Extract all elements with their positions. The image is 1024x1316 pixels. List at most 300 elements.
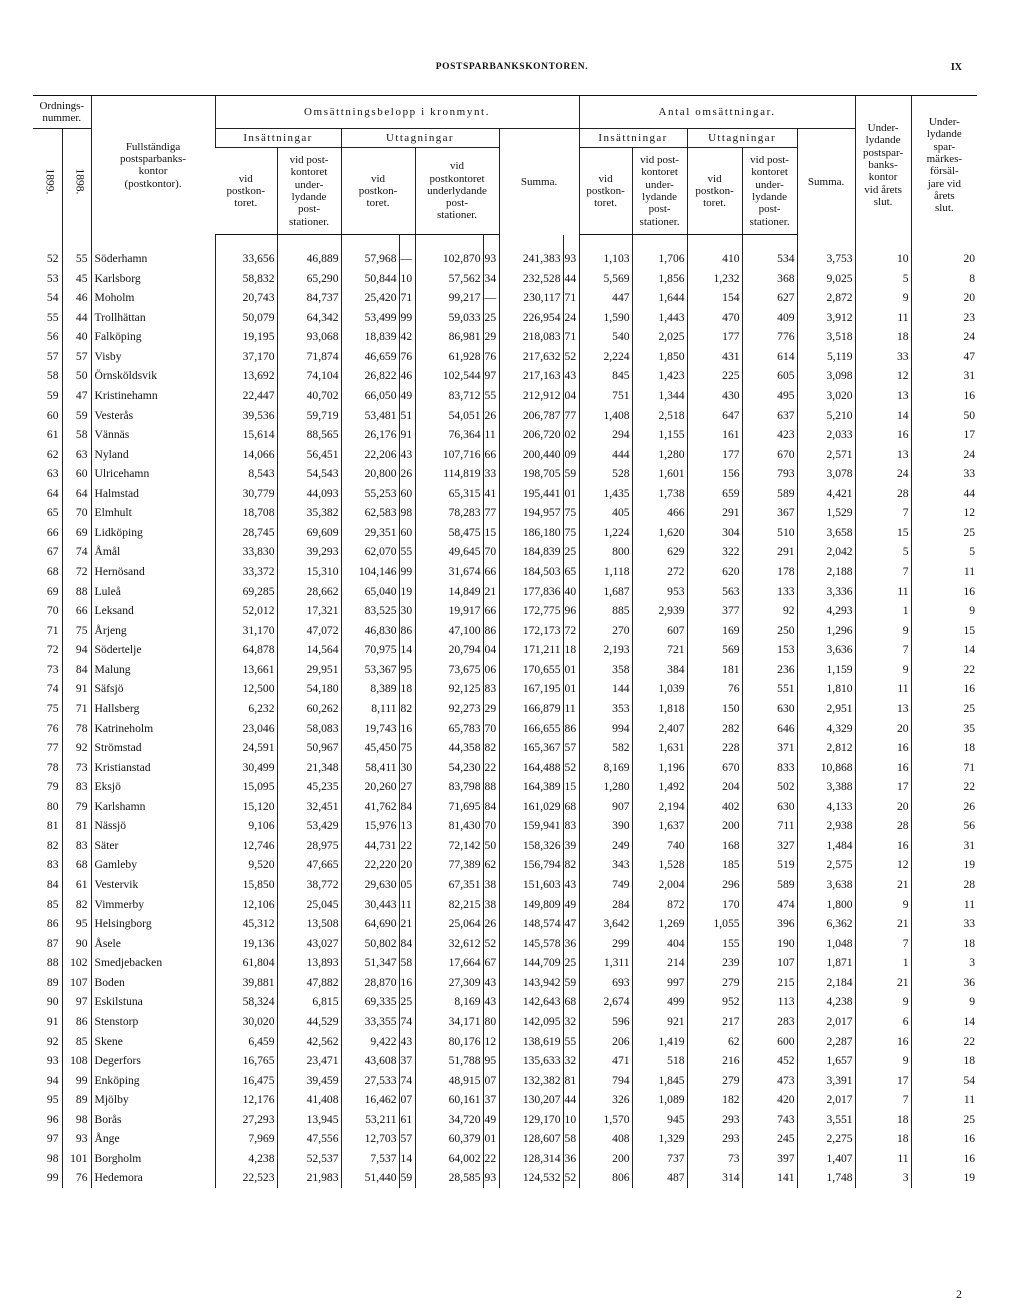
amount-ut-underlydande-ore: 97 <box>483 366 499 386</box>
amount-ins-postkontor: 19,136 <box>215 934 277 954</box>
amount-ut-postkontor-ore: 84 <box>399 934 415 954</box>
amount-ut-underlydande-ore: 83 <box>483 679 499 699</box>
underlydande-forsaljare: 16 <box>911 679 977 699</box>
count-ut-postkontor: 296 <box>687 875 742 895</box>
amount-ut-underlydande-kronor: 54,230 <box>415 758 483 778</box>
number-1898: 64 <box>62 484 91 504</box>
amount-summa-ore: 36 <box>563 1149 579 1169</box>
count-ut-underlydande: 452 <box>742 1051 797 1071</box>
number-1898: 95 <box>62 914 91 934</box>
amount-ut-postkontor-ore: 25 <box>399 992 415 1012</box>
number-1899: 81 <box>46 819 59 833</box>
amount-ut-postkontor-kronor: 22,206 <box>341 445 399 465</box>
amount-ut-underlydande-ore: 76 <box>483 347 499 367</box>
count-ins-underlydande: 2,004 <box>632 875 687 895</box>
underlydande-kontor: 16 <box>855 836 911 856</box>
amount-ut-postkontor-kronor: 25,420 <box>341 288 399 308</box>
number-1898: 55 <box>62 235 91 269</box>
count-ut-underlydande: 283 <box>742 1012 797 1032</box>
amount-ins-underlydande: 47,072 <box>277 621 341 641</box>
table-row <box>33 582 977 602</box>
amount-ut-postkontor-kronor: 26,822 <box>341 366 399 386</box>
count-summa: 3,658 <box>797 523 855 543</box>
underlydande-forsaljare: 25 <box>911 699 977 719</box>
amount-ut-underlydande-kronor: 65,783 <box>415 719 483 739</box>
underlydande-forsaljare: 16 <box>911 582 977 602</box>
count-summa: 2,188 <box>797 562 855 582</box>
underlydande-kontor: 16 <box>855 758 911 778</box>
count-ins-underlydande: 2,518 <box>632 406 687 426</box>
number-1899: 68 <box>46 565 59 578</box>
count-summa: 3,518 <box>797 327 855 347</box>
count-ut-postkontor: 181 <box>687 660 742 680</box>
number-1898: 70 <box>62 503 91 523</box>
count-ins-postkontor: 2,224 <box>579 347 632 367</box>
amount-ut-underlydande-kronor: 92,273 <box>415 699 483 719</box>
count-ut-postkontor: 279 <box>687 1071 742 1091</box>
count-ut-postkontor: 659 <box>687 484 742 504</box>
amount-ut-postkontor-kronor: 28,870 <box>341 973 399 993</box>
table-row <box>33 973 977 993</box>
office-name: Elmhult <box>91 503 215 523</box>
amount-ins-postkontor: 20,743 <box>215 288 277 308</box>
count-ut-postkontor: 239 <box>687 953 742 973</box>
count-ut-underlydande: 113 <box>742 992 797 1012</box>
amount-summa-ore: 25 <box>563 542 579 562</box>
count-summa: 2,812 <box>797 738 855 758</box>
underlydande-forsaljare: 14 <box>911 1012 977 1032</box>
count-ins-postkontor: 2,193 <box>579 640 632 660</box>
amount-ut-underlydande-ore: 86 <box>483 621 499 641</box>
table-row <box>33 914 977 934</box>
count-ut-underlydande: 397 <box>742 1149 797 1169</box>
amount-ut-postkontor-ore: 30 <box>399 601 415 621</box>
amount-insattningar-header: Insättningar <box>215 129 341 148</box>
underlydande-forsaljare: 35 <box>911 719 977 739</box>
underlydande-kontor: 11 <box>855 308 911 328</box>
number-1899: 58 <box>46 369 59 383</box>
amount-ut-underlydande-kronor: 48,915 <box>415 1071 483 1091</box>
underlydande-kontor: 20 <box>855 719 911 739</box>
amount-summa-ore: 55 <box>563 1032 579 1052</box>
number-1898: 74 <box>62 542 91 562</box>
number-1899: 53 <box>46 271 59 285</box>
amount-summa-ore: 43 <box>563 366 579 386</box>
amount-summa-header: Summa. <box>499 129 579 235</box>
count-summa: 2,042 <box>797 542 855 562</box>
amount-summa-ore: 11 <box>563 699 579 719</box>
amount-ut-postkontor-ore: 49 <box>399 386 415 406</box>
number-1898: 90 <box>62 934 91 954</box>
amount-ins-postkontor: 30,779 <box>215 484 277 504</box>
count-ut-underlydande: 396 <box>742 914 797 934</box>
amount-ut-postkontor-ore: 18 <box>399 679 415 699</box>
count-ut-postkontor: 177 <box>687 445 742 465</box>
count-summa: 4,238 <box>797 992 855 1012</box>
amount-summa-ore: 77 <box>563 406 579 426</box>
count-ins-postkontor: 596 <box>579 1012 632 1032</box>
amount-ins-underlydande: 47,665 <box>277 855 341 875</box>
count-uttagningar-header: Uttagningar <box>687 129 797 148</box>
underlydande-forsaljare: 50 <box>911 406 977 426</box>
amount-ins-underlydande: 44,093 <box>277 484 341 504</box>
amount-summa-kronor: 138,619 <box>499 1032 563 1052</box>
amount-ut-underlydande-ore: 38 <box>483 895 499 915</box>
underlydande-kontor: 12 <box>855 855 911 875</box>
count-ins-postkontor: 994 <box>579 719 632 739</box>
amount-ut-postkontor-ore: 76 <box>399 347 415 367</box>
underlydande-forsaljare: 47 <box>911 347 977 367</box>
amount-summa-kronor: 132,382 <box>499 1071 563 1091</box>
amount-ins-postkontor: 28,745 <box>215 523 277 543</box>
table-row <box>33 679 977 699</box>
table-row <box>33 1012 977 1032</box>
office-name: Moholm <box>91 288 215 308</box>
amount-ut-underlydande-ore: 11 <box>483 425 499 445</box>
count-ins-underlydande: 1,601 <box>632 464 687 484</box>
amount-ut-postkontor-kronor: 51,347 <box>341 953 399 973</box>
amount-ut-postkontor-kronor: 30,443 <box>341 895 399 915</box>
amount-ut-postkontor-kronor: 26,176 <box>341 425 399 445</box>
underlydande-kontor: 7 <box>855 1090 911 1110</box>
number-1899: 72 <box>46 643 59 657</box>
underlydande-kontor: 18 <box>855 1129 911 1149</box>
count-ins-postkontor: 1,687 <box>579 582 632 602</box>
office-name: Borgholm <box>91 1149 215 1169</box>
count-ins-underlydande: 1,196 <box>632 758 687 778</box>
office-name: Hedemora <box>91 1168 215 1188</box>
number-1898: 45 <box>62 269 91 289</box>
underlydande-kontor: 28 <box>855 484 911 504</box>
amount-ut-postkontor-kronor: 46,659 <box>341 347 399 367</box>
count-ut-underlydande: 519 <box>742 855 797 875</box>
amount-ins-postkontor: 37,170 <box>215 347 277 367</box>
underlydande-kontor: 7 <box>855 562 911 582</box>
amount-ut-underlydande-kronor: 72,142 <box>415 836 483 856</box>
table-row <box>33 386 977 406</box>
office-name: Ånge <box>91 1129 215 1149</box>
amount-ut-postkontor-kronor: 12,703 <box>341 1129 399 1149</box>
count-ins-postkontor: 751 <box>579 386 632 406</box>
number-1898: 73 <box>62 758 91 778</box>
number-1899: 79 <box>46 780 59 794</box>
count-ut-underlydande: 178 <box>742 562 797 582</box>
underlydande-forsaljare: 24 <box>911 445 977 465</box>
amount-summa-kronor: 143,942 <box>499 973 563 993</box>
amount-ut-underlydande-ore: — <box>483 288 499 308</box>
count-ut-underlydande: 92 <box>742 601 797 621</box>
amount-ut-postkontor-ore: 22 <box>399 836 415 856</box>
amount-summa-kronor: 164,389 <box>499 777 563 797</box>
count-ut-underlydande: 646 <box>742 719 797 739</box>
amount-ut-postkontor-kronor: 9,422 <box>341 1032 399 1052</box>
amount-summa-ore: 02 <box>563 425 579 445</box>
number-1898: 91 <box>62 679 91 699</box>
underlydande-kontor: 13 <box>855 445 911 465</box>
count-ut-postkontor: 156 <box>687 464 742 484</box>
number-1899: 80 <box>46 799 59 813</box>
amount-ut-underlydande-kronor: 31,674 <box>415 562 483 582</box>
amount-summa-ore: 44 <box>563 1090 579 1110</box>
underlydande-kontor: 33 <box>855 347 911 367</box>
amount-summa-kronor: 177,836 <box>499 582 563 602</box>
amount-ut-underlydande-ore: 93 <box>483 235 499 269</box>
count-ut-underlydande: 107 <box>742 953 797 973</box>
running-head <box>0 62 1024 78</box>
amount-ins-underlydande: 64,342 <box>277 308 341 328</box>
count-summa: 3,551 <box>797 1110 855 1130</box>
count-ins-postkontor: 5,569 <box>579 269 632 289</box>
amount-summa-kronor: 195,441 <box>499 484 563 504</box>
amount-ut-postkontor-ore: 51 <box>399 406 415 426</box>
count-ut-postkontor: 177 <box>687 327 742 347</box>
office-name: Katrineholm <box>91 719 215 739</box>
office-name: Falköping <box>91 327 215 347</box>
count-summa: 1,748 <box>797 1168 855 1188</box>
table-row <box>33 992 977 1012</box>
office-name: Karlshamn <box>91 797 215 817</box>
office-name: Söderhamn <box>91 235 215 269</box>
amount-summa-kronor: 166,879 <box>499 699 563 719</box>
amount-ut-underlydande-kronor: 19,917 <box>415 601 483 621</box>
amount-summa-kronor: 130,207 <box>499 1090 563 1110</box>
count-ut-postkontor: 182 <box>687 1090 742 1110</box>
office-name: Luleå <box>91 582 215 602</box>
count-ut-postkontor: 1,232 <box>687 269 742 289</box>
count-ut-underlydande: 711 <box>742 816 797 836</box>
amount-uttagningar-header: Uttagningar <box>341 129 499 148</box>
count-ut-pk-header: vid postkon- toret. <box>687 148 742 235</box>
count-ins-underlydande: 214 <box>632 953 687 973</box>
count-ut-underlydande: 409 <box>742 308 797 328</box>
table-row <box>33 797 977 817</box>
amount-ins-postkontor: 27,293 <box>215 1110 277 1130</box>
count-ins-underlydande: 466 <box>632 503 687 523</box>
number-1899: 88 <box>46 956 59 970</box>
number-1899: 98 <box>46 1151 59 1165</box>
count-summa: 4,329 <box>797 719 855 739</box>
amount-ins-underlydande: 39,293 <box>277 542 341 562</box>
count-ut-postkontor: 170 <box>687 895 742 915</box>
amount-ins-underlydande: 21,348 <box>277 758 341 778</box>
number-1898: 84 <box>62 660 91 680</box>
amount-ins-underlydande: 59,719 <box>277 406 341 426</box>
count-ins-postkontor: 885 <box>579 601 632 621</box>
amount-ut-underlydande-kronor: 82,215 <box>415 895 483 915</box>
count-ins-underlydande: 1,155 <box>632 425 687 445</box>
number-1899: 85 <box>46 897 59 911</box>
amount-ut-underlydande-ore: 55 <box>483 386 499 406</box>
amount-summa-ore: 81 <box>563 1071 579 1091</box>
underlydande-forsaljare: 33 <box>911 914 977 934</box>
number-1899: 56 <box>46 330 59 344</box>
number-1899: 54 <box>46 291 59 305</box>
amount-ut-underlydande-kronor: 17,664 <box>415 953 483 973</box>
amount-ins-postkontor: 58,832 <box>215 269 277 289</box>
amount-ut-underlydande-ore: 84 <box>483 797 499 817</box>
amount-ut-underlydande-ore: 22 <box>483 1149 499 1169</box>
amount-ins-underlydande: 54,180 <box>277 679 341 699</box>
underlydande-forsaljare: 16 <box>911 1129 977 1149</box>
count-summa: 2,017 <box>797 1090 855 1110</box>
count-ins-postkontor: 284 <box>579 895 632 915</box>
amount-summa-kronor: 129,170 <box>499 1110 563 1130</box>
underlydande-kontor-header: Under- lydande postspar- banks- kontor vid årets slut. <box>855 96 911 235</box>
count-ut-postkontor: 200 <box>687 816 742 836</box>
amount-summa-kronor: 170,655 <box>499 660 563 680</box>
table-row <box>33 601 977 621</box>
number-1899: 69 <box>46 584 59 598</box>
number-1899: 60 <box>46 408 59 422</box>
number-1899: 99 <box>46 1171 59 1185</box>
underlydande-forsaljare: 22 <box>911 777 977 797</box>
amount-ut-underlydande-ore: 22 <box>483 758 499 778</box>
number-1899: 66 <box>46 525 59 539</box>
number-1898: 61 <box>62 875 91 895</box>
amount-ins-postkontor: 23,046 <box>215 719 277 739</box>
office-name: Helsingborg <box>91 914 215 934</box>
office-name: Nyland <box>91 445 215 465</box>
amount-ut-underlydande-ore: 26 <box>483 914 499 934</box>
amount-summa-kronor: 128,607 <box>499 1129 563 1149</box>
count-ut-postkontor: 647 <box>687 406 742 426</box>
count-ut-postkontor: 155 <box>687 934 742 954</box>
amount-ins-underlydande: 50,967 <box>277 738 341 758</box>
page-number: IX <box>950 62 962 73</box>
amount-ut-underlydande-ore: 66 <box>483 601 499 621</box>
amount-ut-underlydande-ore: 80 <box>483 1012 499 1032</box>
count-ins-postkontor: 1,224 <box>579 523 632 543</box>
amount-ut-underlydande-ore: 25 <box>483 308 499 328</box>
amount-ins-postkontor: 7,969 <box>215 1129 277 1149</box>
count-ut-underlydande: 534 <box>742 235 797 269</box>
count-ut-underlydande: 589 <box>742 875 797 895</box>
table-row <box>33 895 977 915</box>
amount-ut-postkontor-ore: 30 <box>399 758 415 778</box>
count-summa: 5,210 <box>797 406 855 426</box>
count-ins-postkontor: 408 <box>579 1129 632 1149</box>
amount-ins-postkontor: 9,520 <box>215 855 277 875</box>
count-ins-underlydande: 1,329 <box>632 1129 687 1149</box>
table-row <box>33 464 977 484</box>
count-summa: 5,119 <box>797 347 855 367</box>
office-name: Eskilstuna <box>91 992 215 1012</box>
amount-ut-underlydande-ore: 43 <box>483 973 499 993</box>
count-ins-underlydande: 1,631 <box>632 738 687 758</box>
amount-ut-postkontor-kronor: 46,830 <box>341 621 399 641</box>
underlydande-kontor: 21 <box>855 875 911 895</box>
amount-ins-underlydande: 88,565 <box>277 425 341 445</box>
underlydande-forsaljare: 12 <box>911 503 977 523</box>
table-row <box>33 288 977 308</box>
amount-summa-ore: 59 <box>563 464 579 484</box>
amount-summa-ore: 43 <box>563 875 579 895</box>
office-name: Strömstad <box>91 738 215 758</box>
amount-summa-kronor: 142,095 <box>499 1012 563 1032</box>
amount-ut-underlydande-ore: 12 <box>483 1032 499 1052</box>
number-1898: 82 <box>62 895 91 915</box>
count-ins-postkontor: 2,674 <box>579 992 632 1012</box>
amount-ut-postkontor-ore: 55 <box>399 542 415 562</box>
count-ins-postkontor: 144 <box>579 679 632 699</box>
count-summa: 3,638 <box>797 875 855 895</box>
amount-summa-kronor: 172,775 <box>499 601 563 621</box>
count-ut-postkontor: 402 <box>687 797 742 817</box>
count-ut-underlydande: 423 <box>742 425 797 445</box>
count-ut-underlydande: 637 <box>742 406 797 426</box>
amount-ins-postkontor: 13,692 <box>215 366 277 386</box>
count-ins-underlydande: 1,856 <box>632 269 687 289</box>
count-ins-postkontor: 1,570 <box>579 1110 632 1130</box>
number-1899: 87 <box>46 936 59 950</box>
amount-summa-ore: 71 <box>563 327 579 347</box>
table-row <box>33 699 977 719</box>
amount-ins-underlydande: 13,945 <box>277 1110 341 1130</box>
amount-ins-underlydande: 13,893 <box>277 953 341 973</box>
count-ins-underlydande: 499 <box>632 992 687 1012</box>
amount-ut-postkontor-kronor: 43,608 <box>341 1051 399 1071</box>
count-ut-underlydande: 473 <box>742 1071 797 1091</box>
amount-ins-postkontor: 64,878 <box>215 640 277 660</box>
count-ins-underlydande: 1,850 <box>632 347 687 367</box>
count-ut-postkontor: 377 <box>687 601 742 621</box>
underlydande-forsaljare: 71 <box>911 758 977 778</box>
count-summa: 1,048 <box>797 934 855 954</box>
count-ins-underlydande: 487 <box>632 1168 687 1188</box>
count-summa: 1,871 <box>797 953 855 973</box>
underlydande-kontor: 15 <box>855 523 911 543</box>
count-ins-postkontor: 806 <box>579 1168 632 1188</box>
table-row <box>33 523 977 543</box>
count-ut-underlydande: 495 <box>742 386 797 406</box>
amount-ut-postkontor-kronor: 57,968 <box>341 235 399 269</box>
count-ut-underlydande: 420 <box>742 1090 797 1110</box>
amount-summa-ore: 59 <box>563 973 579 993</box>
amount-summa-ore: 68 <box>563 992 579 1012</box>
count-summa: 3,078 <box>797 464 855 484</box>
underlydande-forsaljare: 31 <box>911 366 977 386</box>
number-1899: 73 <box>46 662 59 676</box>
amount-ins-underlydande: 84,737 <box>277 288 341 308</box>
table-row <box>33 347 977 367</box>
amount-ut-postkontor-kronor: 62,583 <box>341 503 399 523</box>
amount-ins-postkontor: 45,312 <box>215 914 277 934</box>
amount-ins-postkontor: 12,500 <box>215 679 277 699</box>
count-summa: 6,362 <box>797 914 855 934</box>
number-1899: 92 <box>46 1034 59 1048</box>
table-row <box>33 1051 977 1071</box>
amount-ut-underlydande-kronor: 61,928 <box>415 347 483 367</box>
count-ut-postkontor: 304 <box>687 523 742 543</box>
count-ins-underlydande: 1,620 <box>632 523 687 543</box>
amount-ut-postkontor-kronor: 53,499 <box>341 308 399 328</box>
amount-ins-underlydande: 38,772 <box>277 875 341 895</box>
count-ins-underlydande: 2,939 <box>632 601 687 621</box>
amount-ut-ul-header: vid postkontoret underlydande post- stationer. <box>415 148 499 235</box>
count-ins-underlydande: 1,637 <box>632 816 687 836</box>
amount-ins-postkontor: 15,850 <box>215 875 277 895</box>
amount-summa-kronor: 206,720 <box>499 425 563 445</box>
number-1899: 91 <box>46 1014 59 1028</box>
underlydande-forsaljare: 24 <box>911 327 977 347</box>
number-1898: 50 <box>62 366 91 386</box>
underlydande-kontor: 13 <box>855 699 911 719</box>
underlydande-forsaljare: 9 <box>911 992 977 1012</box>
amount-ut-postkontor-ore: 14 <box>399 1149 415 1169</box>
count-summa: 4,293 <box>797 601 855 621</box>
amount-ut-underlydande-ore: 07 <box>483 1071 499 1091</box>
amount-ut-underlydande-kronor: 92,125 <box>415 679 483 699</box>
